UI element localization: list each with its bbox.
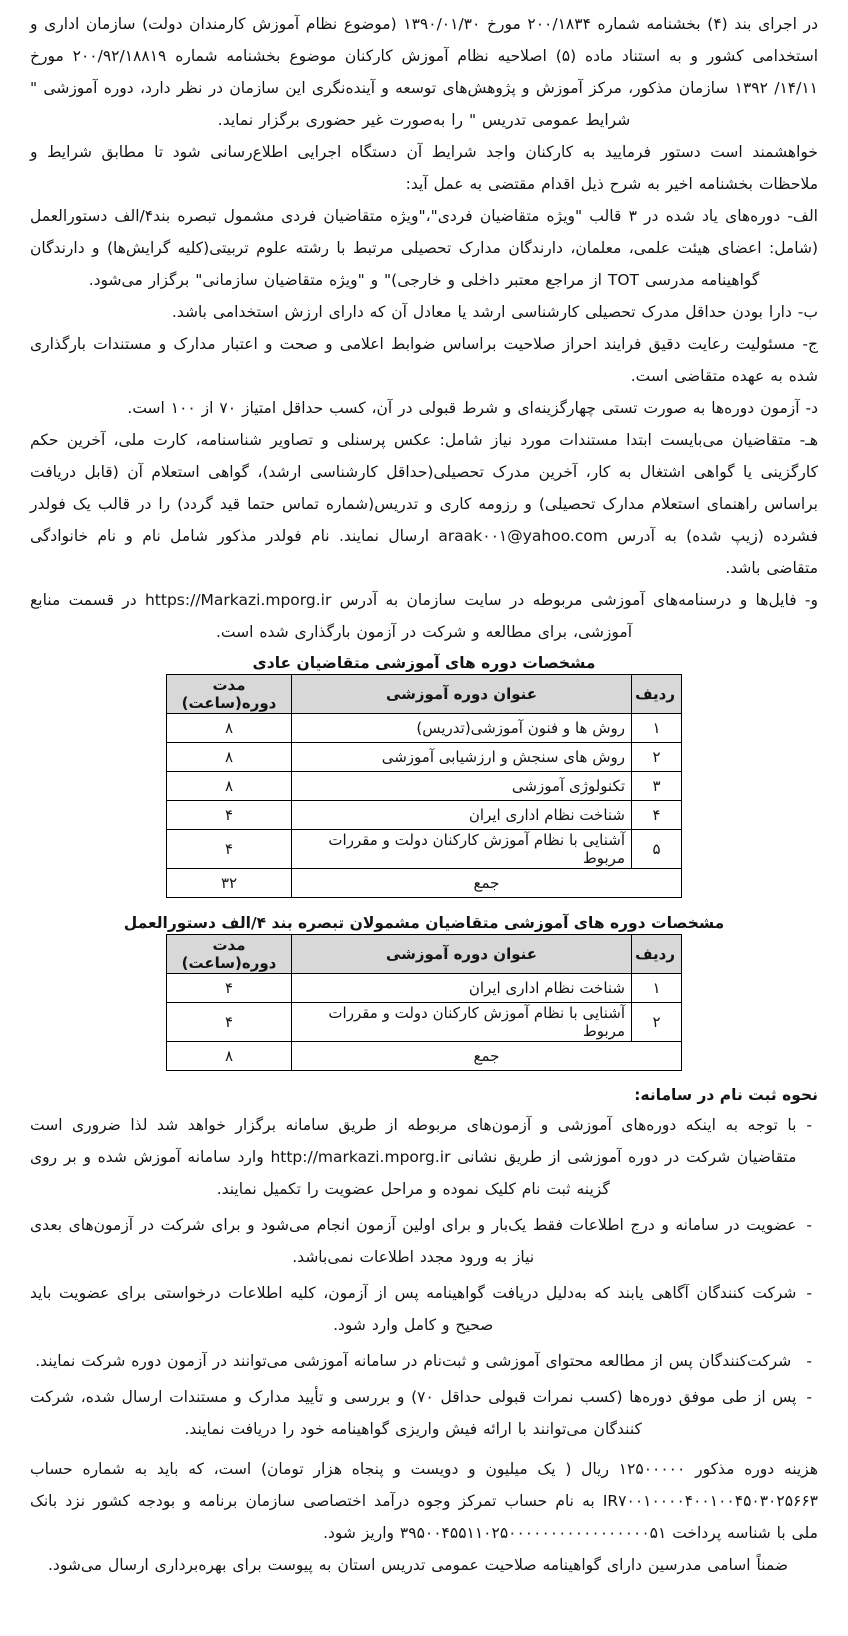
col-header-row-number: ردیف [632, 935, 682, 974]
total-value: ۳۲ [167, 869, 292, 898]
col-header-course-title: عنوان دوره آموزشی [292, 935, 632, 974]
intro-paragraph: در اجرای بند (۴) بخشنامه شماره ۲۰۰/۱۸۳۴ مورخ ۱۳۹۰/۰۱/۳۰ (موضوع نظام آموزش کارمندان دولت) سازمان اداری و استخدامی کشور و به استناد ماده (۵) اصلاحیه نظام آموزش کارکنان موضوع بخشنامه شماره ۲۰۰/۹۲/۱۸۸۱۹ مورخ ۱۴/۱۱/ ۱۳۹۲ سازمان مذکور، مرکز آموزش و پژوهش‌های توسعه و آینده‌نگری این سازمان در نظر دارد، دوره آموزشی " شرایط عمومی تدریس " را به‌صورت غیر حضوری برگزار نماید. [30, 15, 819, 129]
request-paragraph: خواهشمند است دستور فرمایید به کارکنان واجد شرایط آن دستگاه اجرایی اطلاع‌رسانی شود تا مطابق شرایط و ملاحظات بخشنامه اخیر به شرح ذیل اقدام مقتضی به عمل آید: [30, 143, 818, 193]
table-row: ۳ تکنولوژی آموزشی ۸ [167, 772, 682, 801]
table-total-row [167, 1042, 682, 1071]
bullet-item [30, 1209, 812, 1273]
bullet-item [30, 1109, 812, 1205]
tabsareh-applicants-table-title: مشخصات دوره های آموزشی متقاضیان مشمولان تبصره بند ۴/الف دستورالعمل [123, 914, 725, 932]
table-row: ۱ شناخت نظام اداری ایران ۴ [167, 974, 682, 1003]
bullet-dash: - [806, 1284, 812, 1302]
bullet-text: پس از طی موفق دوره‌ها (کسب نمرات قبولی حداقل ۷۰) و بررسی و تأیید مدارک و مستندات ارسال شده، شرکت کنندگان می‌توانند با ارائه فیش واریزی گواهینامه خود را دریافت نمایند. [30, 1388, 797, 1438]
total-value: ۸ [167, 1042, 292, 1071]
clause-vav: و- فایل‌ها و درسنامه‌های آموزشی مربوطه در سایت سازمان به آدرس https://Markazi.mporg.ir در قسمت منابع آموزشی، برای مطالعه و شرکت در آزمون بارگذاری شده است. [30, 591, 819, 641]
bullet-item [30, 1277, 812, 1341]
closing-note: ضمناً اسامی مدرسین دارای گواهینامه صلاحیت عمومی تدریس استان به پیوست برای بهره‌برداری ارسال می‌شود. [48, 1556, 788, 1574]
clause-jim: ج- مسئولیت رعایت دقیق فرایند احراز صلاحیت براساس ضوابط اعلامی و صحت و اعتبار مدارک و مستندات بارگذاری شده به عهده متقاضی است. [30, 335, 818, 385]
col-header-row-number: ردیف [632, 675, 682, 714]
total-label: جمع [292, 869, 682, 898]
clause-be: ب- دارا بودن حداقل مدرک تحصیلی کارشناسی ارشد یا معادل آن که دارای ارزش استخدامی باشد. [171, 303, 818, 321]
clause-he: هـ- متقاضیان می‌بایست ابتدا مستندات مورد نیاز شامل: عکس پرسنلی و تصاویر شناسنامه، کارت ملی، آخرین حکم کارگزینی یا گواهی اشتغال به کار، آخرین مدرک تحصیلی(حداقل کارشناسی ارشد)، گواهی استعلام آن (قابل دریافت براساس راهنمای استعلام مدارک تحصیلی) و رزومه کاری و تدریس(شماره تماس حتما قید گردد) را در قالب یک فولدر فشرده (زیپ شده) به آدرس araak۰۰۱@yahoo.com ارسال نمایند. نام فولدر مذکور شامل نام و نام خانوادگی متقاضی باشد. [30, 431, 818, 577]
clause-alef: الف- دوره‌های یاد شده در ۳ قالب "ویژه متقاضیان فردی"،"ویژه متقاضیان فردی مشمول تبصره بند۴/الف دستورالعمل (شامل: اعضای هیئت علمی، معلمان، دارندگان مدارک تحصیلی مرتبط با رشته علوم تربیتی(کلیه گرایش‌ها) و دارندگان گواهینامه مدرسی TOT از مراجع معتبر داخلی و خارجی)" و "ویژه متقاضیان سازمانی" برگزار می‌شود. [30, 207, 818, 289]
bullet-text: شرکت‌کنندگان پس از مطالعه محتوای آموزشی و ثبت‌نام در سامانه آموزشی می‌توانند در آزمون دوره شرکت نمایند. [35, 1352, 792, 1370]
bullet-dash: - [806, 1216, 812, 1234]
col-header-duration: مدت دوره(ساعت) [167, 935, 292, 974]
col-header-course-title: عنوان دوره آموزشی [292, 675, 632, 714]
registration-heading: نحوه ثبت نام در سامانه: [634, 1086, 818, 1104]
table-row: ۲ روش های سنجش و ارزشیابی آموزشی ۸ [167, 743, 682, 772]
total-label: جمع [292, 1042, 682, 1071]
table-row: ۲ آشنایی با نظام آموزش کارکنان دولت و مقررات مربوط ۴ [167, 1003, 682, 1042]
bullet-text: شرکت کنندگان آگاهی یابند که به‌دلیل دریافت گواهینامه پس از آزمون، کلیه اطلاعات درخواستی برای عضویت باید صحیح و کامل وارد شود. [30, 1284, 797, 1334]
clause-dal: د- آزمون دوره‌ها به صورت تستی چهارگزینه‌ای و شرط قبولی در آن، کسب حداقل امتیاز ۷۰ از ۱۰۰ است. [127, 399, 818, 417]
col-header-duration: مدت دوره(ساعت) [167, 675, 292, 714]
table-row: ۵ آشنایی با نظام آموزش کارکنان دولت و مقررات مربوط ۴ [167, 830, 682, 869]
table-header-row [167, 935, 682, 974]
table-row: ۴ شناخت نظام اداری ایران ۴ [167, 801, 682, 830]
normal-applicants-table-title: مشخصات دوره های آموزشی متقاضیان عادی [252, 654, 596, 672]
tabsareh-applicants-courses-table [166, 934, 682, 1071]
bullet-item [30, 1345, 812, 1377]
bullet-dash: - [806, 1352, 812, 1370]
normal-applicants-courses-table [166, 674, 682, 898]
bullet-dash: - [806, 1388, 812, 1406]
table-header-row [167, 675, 682, 714]
table-total-row [167, 869, 682, 898]
table-row: ۱ روش ها و فنون آموزشی(تدریس) ۸ [167, 714, 682, 743]
bullet-item [30, 1381, 812, 1445]
bullet-text: عضویت در سامانه و درج اطلاعات فقط یک‌بار و برای اولین آزمون انجام می‌شود و برای شرکت در آزمون‌های بعدی نیاز به ورود مجدد اطلاعات نمی‌باشد. [30, 1216, 797, 1266]
bullet-dash: - [806, 1116, 812, 1134]
fee-paragraph: هزینه دوره مذکور ۱۲۵۰۰۰۰۰ ریال ( یک میلیون و دویست و پنجاه هزار تومان) است، که باید به شماره حساب IR۷۰۰۱۰۰۰۰۴۰۰۱۰۰۴۵۰۳۰۲۵۶۶۳ به نام حساب تمرکز وجوه درآمد اختصاصی سازمان برنامه و بودجه کشور نزد بانک ملی با شناسه پرداخت ۳۹۵۰۰۴۵۵۱۱۰۲۵۰۰۰۰۰۰۰۰۰۰۰۰۰۰۰۰۰۵۱ واریز شود. [30, 1460, 818, 1542]
bullet-text: با توجه به اینکه دوره‌های آموزشی و آزمون‌های مربوطه از طریق سامانه برگزار خواهد شد لذا ضروری است متقاضیان شرکت در دوره آموزشی از طریق نشانی http://markazi.mporg.ir وارد سامانه آموزش شده و بر روی گزینه ثبت نام کلیک نموده و مراحل عضویت را تکمیل نمایند. [30, 1116, 797, 1198]
